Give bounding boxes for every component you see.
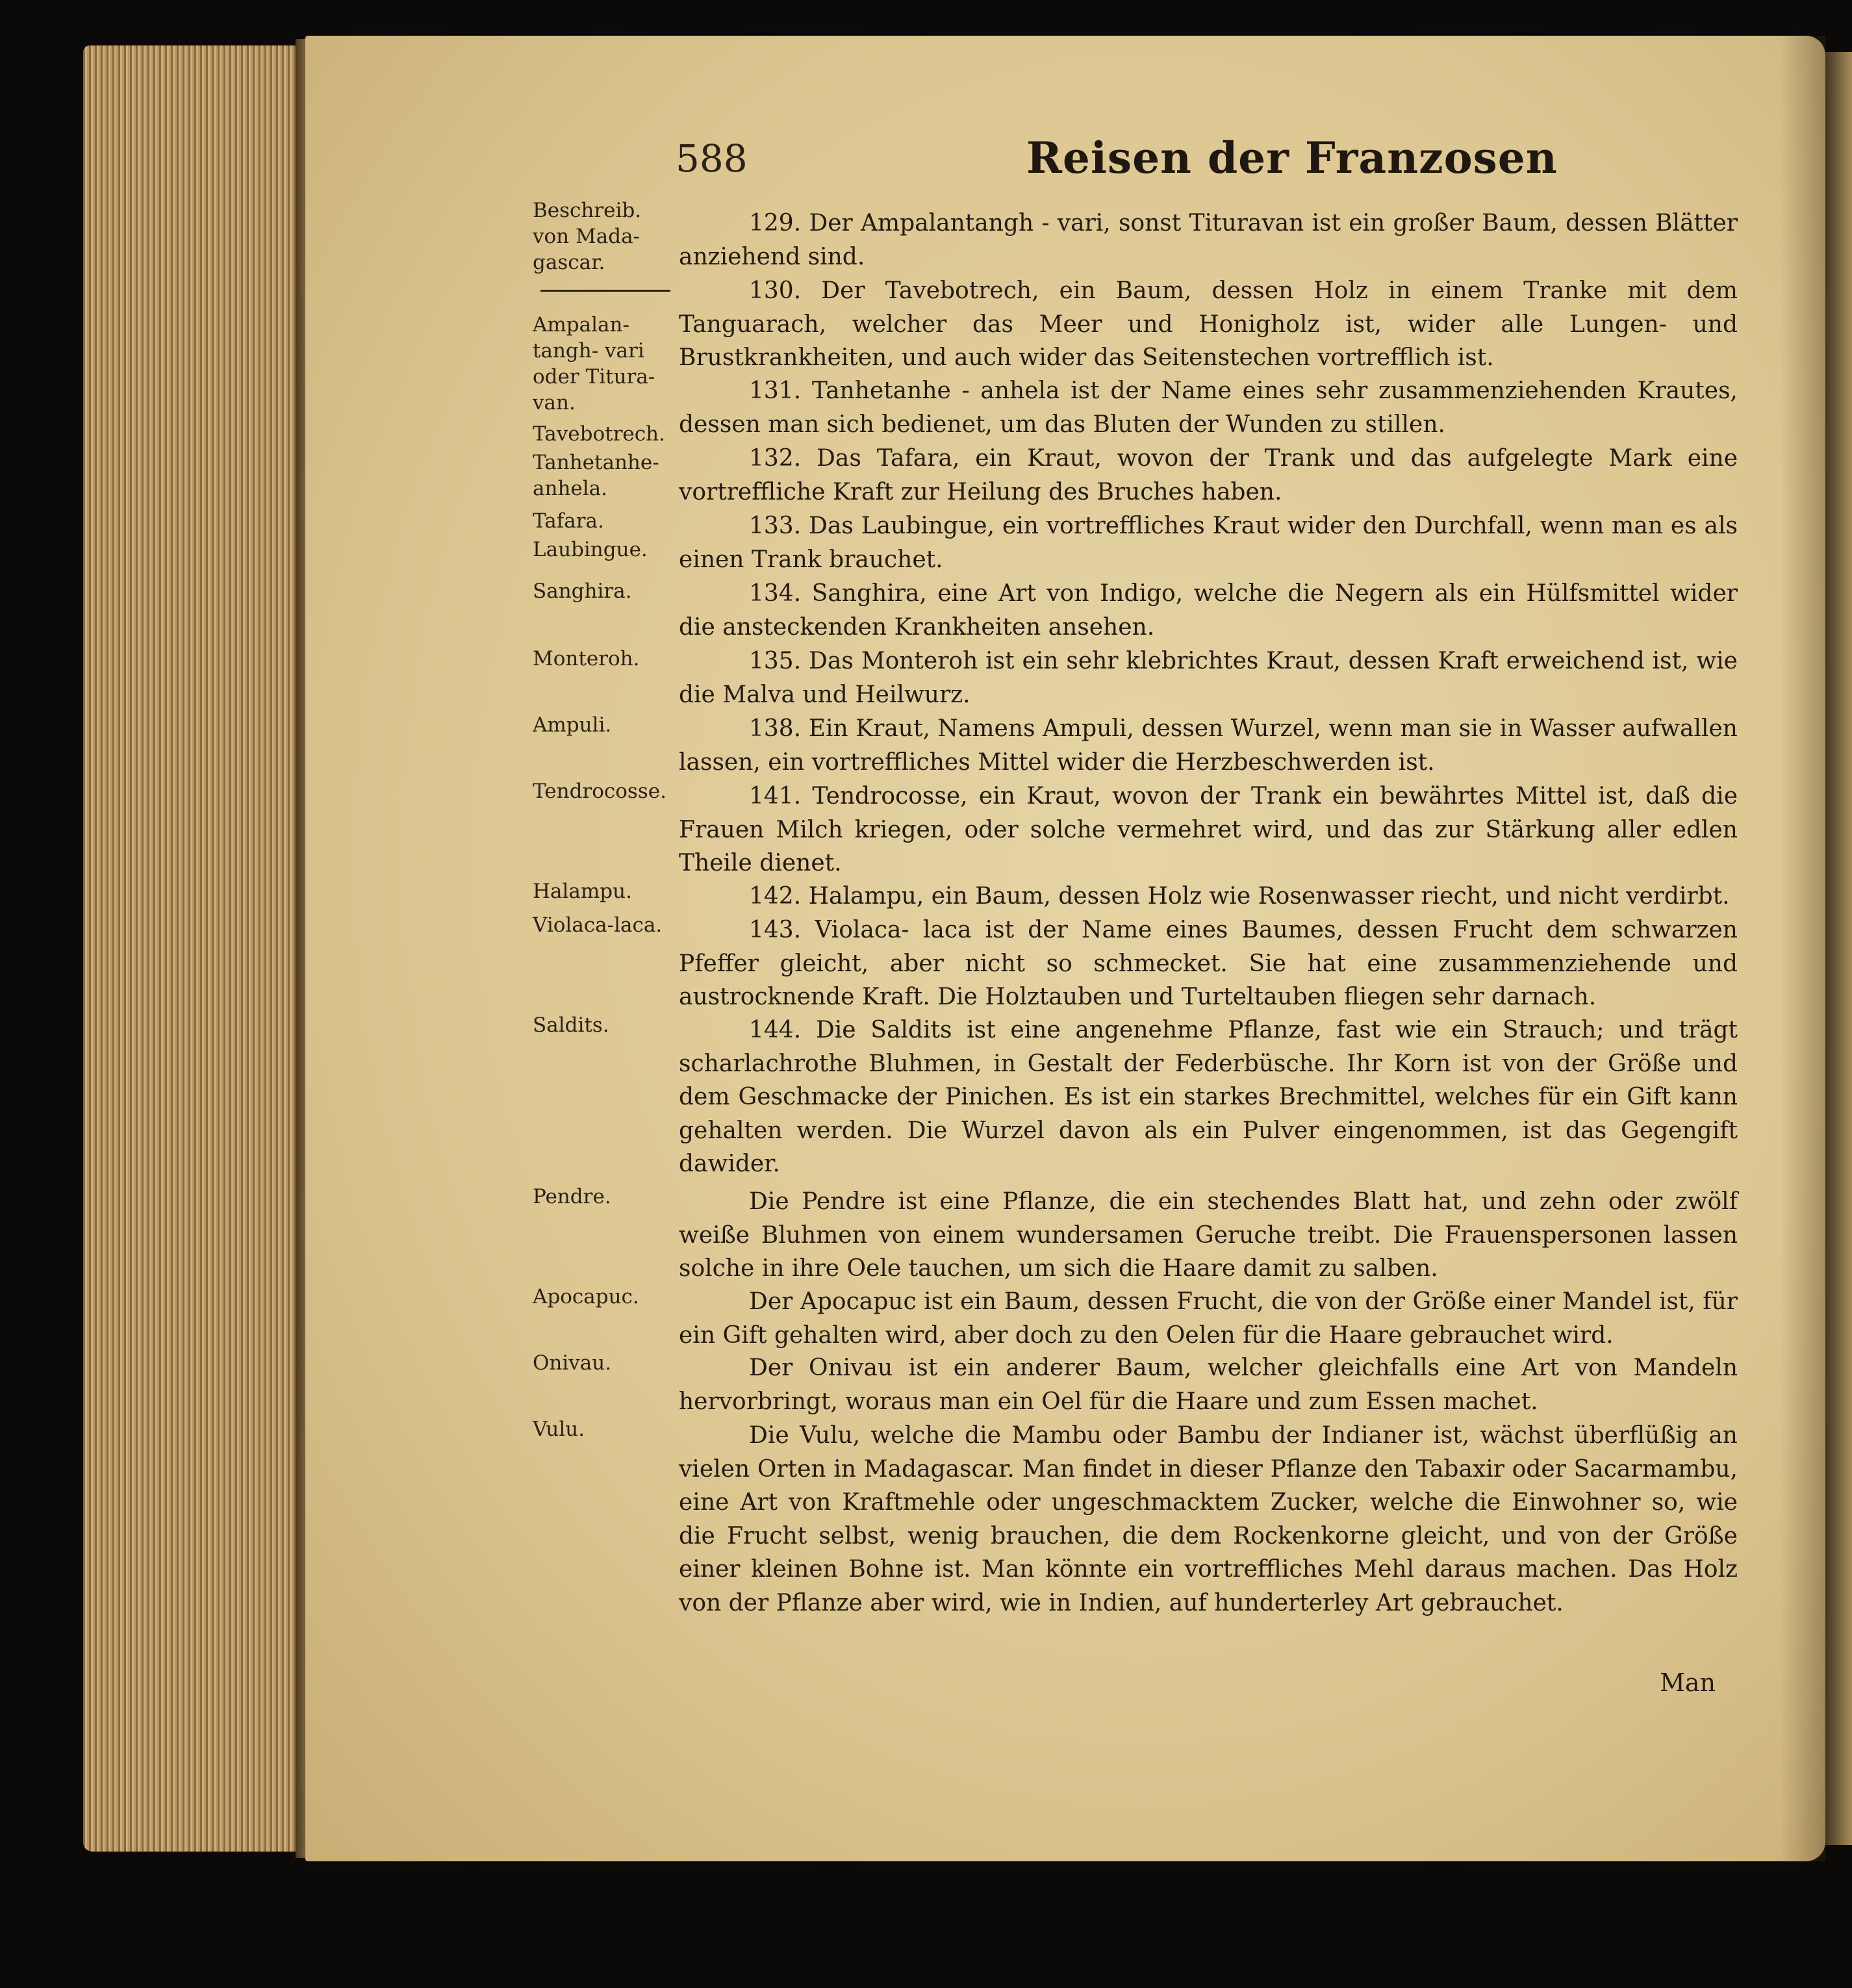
paragraph: Die Pendre ist eine Pflanze, die ein stechendes Blatt hat, und zehn oder zwölf weiße Bluhmen von einem wundersamen Geruche treibt. Die Frauenspersonen lassen solche in ihre Oele tauchen, um sich die Haare damit zu salben.	[679, 1188, 1738, 1282]
margin-note: Tanhetanhe- anhela.	[533, 451, 659, 500]
paragraph: 132. Das Tafara, ein Kraut, wovon der Trank und das aufgelegte Mark eine vortreffliche Kraft zur Heilung des Bruches haben.	[679, 445, 1738, 505]
margin-note: Vulu.	[533, 1418, 585, 1441]
margin-note: Onivau.	[533, 1351, 612, 1375]
paragraph: 144. Die Saldits ist eine angenehme Pflanze, fast wie ein Strauch; und trägt scharlachrothe Bluhmen, in Gestalt der Federbüsche. Ihr Korn ist von der Größe und dem Geschmacke der Pinichen. Es ist ein starkes Brechmittel, welches für ein Gift kann gehalten werden. Die Wurzel davon als ein Pulver eingenommen, ist das Gegengift dawider.	[679, 1017, 1738, 1177]
paragraph: 131. Tanhetanhe - anhela ist der Name eines sehr zusammenziehenden Krautes, dessen man sich bedienet, um das Bluten der Wunden zu stillen.	[679, 377, 1738, 438]
body-text	[679, 207, 1738, 1636]
paragraph: 129. Der Ampalantangh - vari, sonst Tituravan ist ein großer Baum, dessen Blätter anziehend sind.	[679, 210, 1738, 270]
paragraph: 143. Violaca- laca ist der Name eines Baumes, dessen Frucht dem schwarzen Pfeffer gleicht, aber nicht so schmecket. Sie hat eine zusammenziehende und austrocknende Kraft. Die Holztauben und Turteltauben fliegen sehr darnach.	[679, 917, 1738, 1010]
margin-note: Beschreib. von Mada- gascar.	[533, 199, 642, 274]
paragraph: 142. Halampu, ein Baum, dessen Holz wie Rosenwasser riecht, und nicht verdirbt.	[749, 883, 1730, 910]
book-page-edges	[83, 45, 304, 1852]
margin-note: Tavebotrech.	[533, 422, 665, 446]
paragraph: Der Onivau ist ein anderer Baum, welcher gleichfalls eine Art von Mandeln hervorbringt, woraus man ein Oel für die Haare und zum Essen machet.	[679, 1355, 1738, 1415]
paragraph: Der Apocapuc ist ein Baum, dessen Frucht, die von der Größe einer Mandel ist, für ein Gift gehalten wird, aber doch zu den Oelen für die Haare gebrauchet wird.	[679, 1288, 1738, 1349]
paragraph: 138. Ein Kraut, Namens Ampuli, dessen Wurzel, wenn man sie in Wasser aufwallen lassen, ein vortreffliches Mittel wider die Herzbeschwerden ist.	[679, 715, 1738, 776]
margin-note: Saldits.	[533, 1013, 609, 1037]
margin-note: Tafara.	[533, 509, 604, 533]
margin-note: Laubingue.	[533, 538, 648, 561]
margin-note: Monteroh.	[533, 647, 640, 670]
margin-note: Violaca-laca.	[533, 913, 663, 937]
margin-note: Pendre.	[533, 1185, 611, 1208]
paragraph: 134. Sanghira, eine Art von Indigo, welche die Negern als ein Hülfsmittel wider die ansteckenden Krankheiten ansehen.	[679, 580, 1738, 641]
catchword: Man	[1660, 1668, 1716, 1697]
paragraph: 141. Tendrocosse, ein Kraut, wovon der Trank ein bewährtes Mittel ist, daß die Frauen Milch kriegen, oder solche vermehret wird, und das zur Stärkung aller edlen Theile dienet.	[679, 783, 1738, 876]
margin-note: Apocapuc.	[533, 1285, 639, 1308]
gutter-shadow	[1780, 36, 1825, 1861]
paragraph: 133. Das Laubingue, ein vortreffliches Kraut wider den Durchfall, wenn man es als einen Trank brauchet.	[679, 513, 1738, 573]
running-title: Reisen der Franzosen	[1026, 133, 1558, 183]
margin-note: Ampalan- tangh- vari oder Titura- van.	[533, 313, 655, 414]
running-head	[676, 133, 1741, 195]
margin-note: Tendrocosse.	[533, 780, 666, 803]
page-number: 588	[676, 136, 748, 181]
margin-note: Halampu.	[533, 880, 632, 903]
paragraph: 130. Der Tavebotrech, ein Baum, dessen Holz in einem Tranke mit dem Tanguarach, welcher das Meer und Honigholz ist, wider alle Lungen- und Brustkrankheiten, und auch wider das Seitenstechen vortrefflich ist.	[679, 277, 1738, 371]
paragraph: 135. Das Monteroh ist ein sehr klebrichtes Kraut, dessen Kraft erweichend ist, wie die Malva und Heilwurz.	[679, 648, 1738, 708]
margin-note: Sanghira.	[533, 580, 632, 603]
margin-note: Ampuli.	[533, 713, 612, 737]
paragraph: Die Vulu, welche die Mambu oder Bambu der Indianer ist, wächst überflüßig an vielen Orten in Madagascar. Man findet in dieser Pflanze den Tabaxir oder Sacarmambu, eine Art von Kraftmehle oder ungeschmacktem Zucker, welche die Einwohner so, wie die Frucht selbst, wenig brauchen, die dem Rockenkorne gleicht, und von der Größe einer kleinen Bohne ist. Man könnte ein vortreffliches Mehl daraus machen. Das Holz von der Pflanze aber wird, wie in Indien, auf hunderterley Art gebrauchet.	[679, 1422, 1738, 1616]
margin-notes	[533, 195, 689, 1494]
margin-rule	[540, 290, 670, 292]
